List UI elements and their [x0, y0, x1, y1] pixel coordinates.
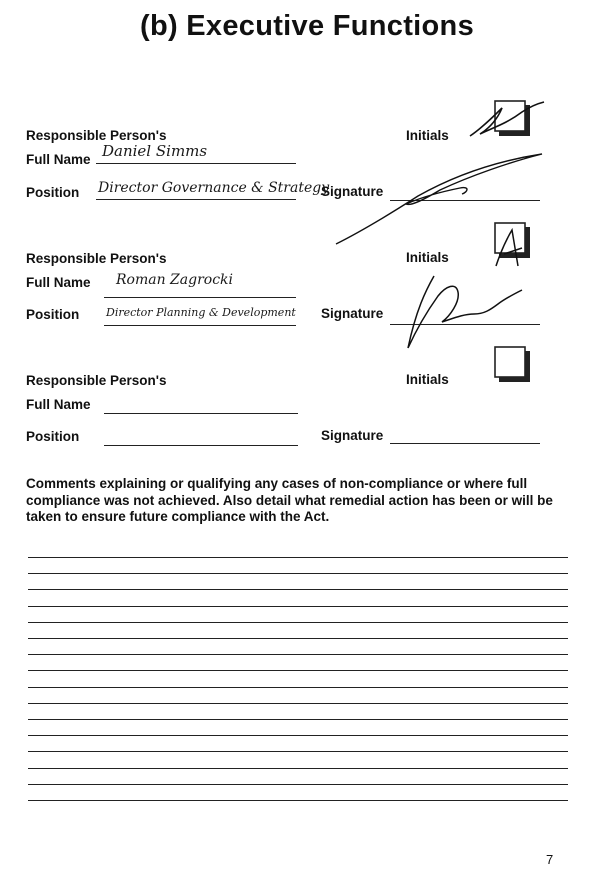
comment-line[interactable]	[28, 719, 568, 720]
signature-label: Signature	[321, 428, 384, 443]
comment-line[interactable]	[28, 589, 568, 590]
comment-line[interactable]	[28, 735, 568, 736]
full-name-field[interactable]	[104, 297, 296, 298]
initials-mark	[462, 98, 552, 148]
initials-label: Initials	[406, 372, 449, 387]
comment-line[interactable]	[28, 654, 568, 655]
full-name-label: Full Name	[26, 397, 91, 412]
comment-line[interactable]	[28, 573, 568, 574]
comments-instruction: Comments explaining or qualifying any cases of non-compliance or where full compliance was not achieved. Also detail what remedial action has been or will be taken to ensure future compliance with the Act.	[26, 476, 553, 524]
comment-line[interactable]	[28, 768, 568, 769]
responsible-person-label: Responsible Person's	[26, 373, 167, 388]
signature-label: Signature	[321, 306, 384, 321]
signature-label: Signature	[321, 184, 384, 199]
responsible-person-label: Responsible Person's	[26, 251, 167, 266]
full-name-value: Roman Zagrocki	[116, 272, 234, 288]
comment-line[interactable]	[28, 784, 568, 785]
signature-2	[398, 256, 528, 352]
comment-line[interactable]	[28, 703, 568, 704]
comment-line[interactable]	[28, 800, 568, 801]
position-label: Position	[26, 307, 80, 322]
position-value: Director Planning & Development	[106, 306, 296, 319]
comment-line[interactable]	[28, 687, 568, 688]
position-label: Position	[26, 429, 80, 444]
position-label: Position	[26, 185, 80, 200]
position-field[interactable]	[104, 325, 296, 326]
full-name-field[interactable]	[96, 163, 296, 164]
signature-field[interactable]	[390, 443, 540, 444]
initials-label: Initials	[406, 128, 449, 143]
full-name-field[interactable]	[104, 413, 298, 414]
full-name-label: Full Name	[26, 275, 91, 290]
comment-line[interactable]	[28, 670, 568, 671]
comment-line[interactable]	[28, 622, 568, 623]
initials-label: Initials	[406, 250, 449, 265]
comment-line[interactable]	[28, 638, 568, 639]
full-name-value: Daniel Simms	[102, 142, 208, 160]
responsible-person-label: Responsible Person's	[26, 128, 167, 143]
comment-line[interactable]	[28, 751, 568, 752]
position-field[interactable]	[96, 199, 296, 200]
position-value: Director Governance & Strategy	[98, 180, 330, 196]
comment-line[interactable]	[28, 606, 568, 607]
full-name-label: Full Name	[26, 152, 91, 167]
page-number: 7	[546, 852, 554, 867]
section-title: (b) Executive Functions	[140, 10, 474, 42]
initials-checkbox[interactable]	[494, 346, 530, 382]
comment-line[interactable]	[28, 557, 568, 558]
position-field[interactable]	[104, 445, 298, 446]
